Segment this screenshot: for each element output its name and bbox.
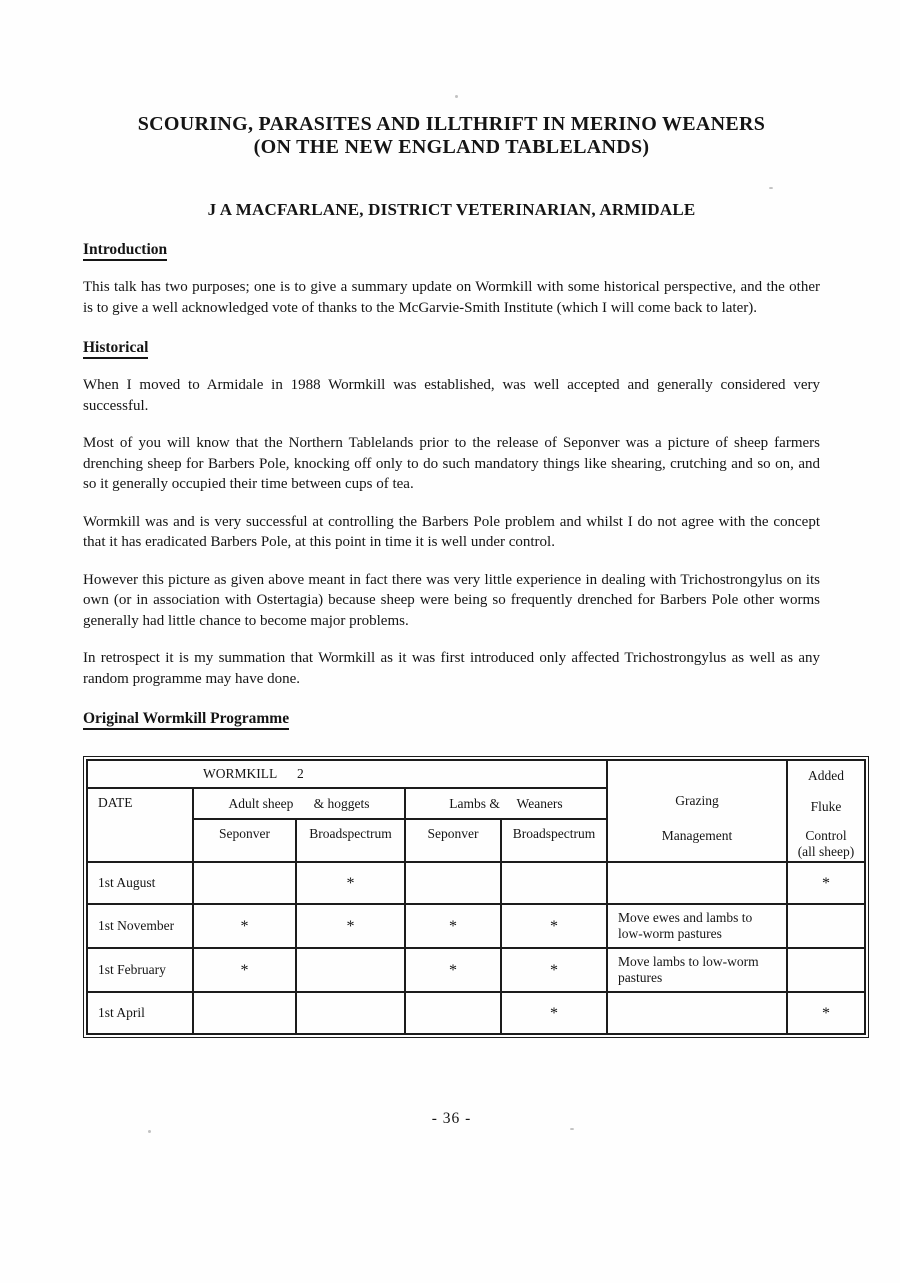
scan-speck — [570, 1128, 574, 1130]
lambs-broadspectrum-cell: * — [501, 992, 607, 1034]
lambs-seponver-cell — [405, 992, 501, 1034]
grazing-management-cell: Move ewes and lambs to low-worm pastures — [607, 904, 787, 948]
paragraph-historical-5: In retrospect it is my summation that Wormkill as it was first introduced only affected Trichostrongylus as well as any random programme may have done. — [83, 650, 820, 687]
document-title — [83, 113, 820, 159]
adult-seponver-cell — [193, 862, 296, 904]
paragraph-historical-4: However this picture as given above meant in fact there was very little experience in dealing with Trichostrongylus on its own (or in association with Ostertagia) because sheep were being so frequently drenched for Barbers Pole other worms generally had little chance to become major problems. — [83, 571, 820, 629]
fluke-header-line-2: Fluke — [810, 799, 842, 814]
date-cell: 1st August — [87, 862, 193, 904]
grazing-management-cell: Move lambs to low-worm pastures — [607, 948, 787, 992]
subheader-seponver-lambs: Seponver — [405, 819, 501, 862]
grazing-management-cell — [607, 992, 787, 1034]
table-row — [87, 948, 865, 992]
date-cell: 1st November — [87, 904, 193, 948]
lambs-seponver-cell: * — [405, 948, 501, 992]
subheader-broadspectrum-adult: Broadspectrum — [296, 819, 405, 862]
adult-broadspectrum-cell — [296, 992, 405, 1034]
heading-text: Historical — [83, 339, 148, 359]
adult-broadspectrum-cell: * — [296, 862, 405, 904]
lambs-broadspectrum-cell: * — [501, 904, 607, 948]
table-row — [87, 862, 865, 904]
adult-seponver-cell — [193, 992, 296, 1034]
section-heading-historical — [83, 338, 820, 358]
section-heading-programme — [83, 709, 820, 729]
fluke-control-cell: * — [787, 862, 865, 904]
title-line-1: SCOURING, PARASITES AND ILLTHRIFT IN MERINO WEANERS — [137, 113, 766, 135]
table-row — [87, 904, 865, 948]
lambs-weaners-group-header-cell: Lambs & Weaners — [405, 788, 607, 819]
adult-seponver-cell: * — [193, 904, 296, 948]
fluke-control-cell — [787, 948, 865, 992]
grazing-management-header-cell — [607, 760, 787, 862]
programme-table-body — [87, 862, 865, 1034]
adult-broadspectrum-cell: * — [296, 904, 405, 948]
fluke-header-line-1: Added — [808, 768, 844, 783]
fluke-control-cell: * — [787, 992, 865, 1034]
paragraph-historical-2: Most of you will know that the Northern Tablelands prior to the release of Seponver was a picture of sheep farmers drenching sheep for Barbers Pole, knocking off only to do such mandatory things like shearing, crutching and so on, and so it generally occupied their time between cups of tea. — [83, 435, 820, 492]
date-cell: 1st April — [87, 992, 193, 1034]
programme-table-head — [87, 760, 865, 862]
section-heading-introduction — [83, 240, 820, 260]
paragraph-historical-1: When I moved to Armidale in 1988 Wormkill was established, was well accepted and generally considered very successful. — [83, 377, 820, 414]
adult-broadspectrum-cell — [296, 948, 405, 992]
paragraph-introduction-1: This talk has two purposes; one is to give a summary update on Wormkill with some historical perspective, and the other is to give a well acknowledged vote of thanks to the McGarvie-Smith Institute (which I will come back to later). — [83, 279, 820, 316]
subheader-seponver-adult: Seponver — [193, 819, 296, 862]
grazing-management-cell — [607, 862, 787, 904]
lambs-seponver-cell: * — [405, 904, 501, 948]
adult-seponver-cell: * — [193, 948, 296, 992]
table-header-row-1 — [87, 760, 865, 788]
date-cell: 1st February — [87, 948, 193, 992]
title-line-2: (ON THE NEW ENGLAND TABLELANDS) — [253, 136, 650, 158]
scan-speck — [148, 1130, 151, 1133]
wormkill-header-cell: WORMKILL 2 — [87, 760, 607, 788]
heading-text: Introduction — [83, 241, 167, 261]
scan-speck — [769, 187, 773, 189]
document-content — [0, 113, 900, 1128]
paragraph-historical-3: Wormkill was and is very successful at controlling the Barbers Pole problem and whilst I do not agree with the concept that it has eradicated Barbers Pole, at this point in time it is well under control. — [83, 513, 820, 550]
subheader-broadspectrum-lambs: Broadspectrum — [501, 819, 607, 862]
lambs-seponver-cell — [405, 862, 501, 904]
fluke-header-line-3: Control — [805, 828, 847, 843]
adult-sheep-group-header-cell: Adult sheep & hoggets — [193, 788, 405, 819]
grazing-header-line-1: Grazing — [675, 793, 719, 808]
fluke-header-line-4: (all sheep) — [797, 844, 855, 859]
date-header-cell: DATE — [87, 788, 193, 862]
added-fluke-control-header-cell — [787, 760, 865, 862]
heading-text: Original Wormkill Programme — [83, 710, 289, 730]
lambs-broadspectrum-cell — [501, 862, 607, 904]
programme-table — [86, 759, 866, 1035]
grazing-header-line-2: Management — [661, 828, 733, 843]
author-line: J A MACFARLANE, DISTRICT VETERINARIAN, ARMIDALE — [207, 200, 696, 219]
wormkill-programme-table — [83, 756, 869, 1038]
page-number: - 36 - — [431, 1110, 472, 1127]
lambs-broadspectrum-cell: * — [501, 948, 607, 992]
table-row — [87, 992, 865, 1034]
fluke-control-cell — [787, 904, 865, 948]
scan-speck — [455, 95, 458, 98]
